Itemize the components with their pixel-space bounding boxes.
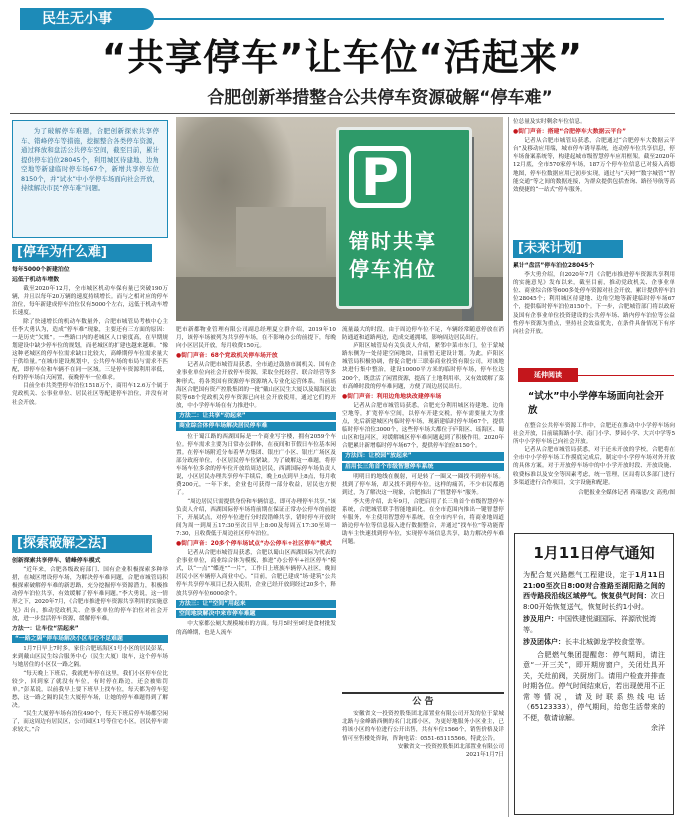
notice-title: 公 告 bbox=[412, 697, 434, 707]
column-tag-text: 民生无小事 bbox=[42, 11, 112, 27]
subtitle: 合肥创新举措整合公共停车资源破解“停车难” bbox=[207, 88, 553, 108]
col1-sub3: 创新探索共享停车、错峰停车模式 bbox=[12, 558, 101, 564]
col4-bullet: ●街门声音：搭建“合肥停车大数据云平台” bbox=[513, 129, 627, 136]
gas-group: 长丰北城御龙学校食堂等。 bbox=[565, 638, 649, 646]
gas-notice-tips: 合肥燃气集团提醒您：停气期间，请注意“一开三关”，即开期房窗户，关闭灶具开关，关灶前阀，关厨房门。请用户检查并排查时期各位。停气时间结束后，若出现使用不正常等情况，请及时联系热线电话（65123333），停气期间，给您生活带来的不便，敬请谅解。 bbox=[523, 650, 665, 722]
gas-notice-box bbox=[514, 533, 674, 815]
col2-para: 中大家都公厕大规模城市的方面。每月5时至9时是食材批发的高峰期，也是人流车 bbox=[176, 621, 336, 636]
lead-text: 为了破解停车难题，合肥创新探索共享停车、错峰停车等措施，挖掘整合各类停车资源，通过释放和盘活公共停车空间，截至目前，累计提供停车泊位28045个，利用城区待建地、边角空地等新建临时停车场67个，新增共享停车位8150个，并“试水”中小学停车场面向社会开放，持续解决市民“停车难”问题。 bbox=[21, 127, 159, 192]
gas-notice-title: 1月11日停气通知 bbox=[533, 544, 655, 562]
photo-building bbox=[236, 207, 326, 267]
col2-para: 记者从合肥市城管局获悉，合肥以蜀山区西湖国际为代表的企事业单位，商业综合体为模板，推进“办公停车+社区停车”模式，以“一点”“蝶连”“一片”，工作日上班族车辆停入社区，晚间居民小区车辆停入商业中心。“目前，合肥已建成“场·建筑”公共停车共享停车项目已投入使用，企业已经开放到经过20多个，释放共享停车位6000余个。 bbox=[176, 550, 336, 597]
col3-bar: 启用长三角首个市级智慧停车系统 bbox=[342, 463, 504, 471]
col4-para: 记者从合肥市城管局获悉，合肥通过“合肥停车大数据云平台”及移动应用端，城市停车诱导系统，连动停车位共享信息，停车场备案系统等，构建起城市级智慧停车应用框架。截至2020年12月底，全市570家停车场，187万个停车位信息已对接入高德地图，停车位数据应用已初步实现，通过与“天网”“数字城管”“智能交通”等之间的数据连接，为群众提供包括查询、路径导航等高效便捷的“一站式”停车服务。 bbox=[513, 138, 675, 193]
column-1b bbox=[12, 555, 168, 734]
sign-line-1: 错时共享 bbox=[349, 229, 437, 253]
col1-sub2: 远低于机动车增数 bbox=[12, 277, 60, 284]
parking-sign bbox=[336, 127, 472, 309]
col4-para: 位总量及实时剩余车位信息。 bbox=[513, 119, 586, 125]
extension-title: “试水”中小学停车场面向社会开放 bbox=[528, 391, 664, 416]
col1-method1: 方法一：让车位“活起来” bbox=[12, 625, 79, 632]
gas-notice-body-1c: 次日8:00开始恢复送气，恢复时长约1小时。 bbox=[523, 592, 666, 611]
extension-tag-text: 延伸阅读 bbox=[534, 371, 562, 379]
notice-signer: 安徽省文一投资控股集团北部置业有限公司 bbox=[397, 743, 504, 750]
col1-para: “每天晚上下班后，我就把车停在这里，我们小区停车位比较少，回到家了就没有车位，有时停在路边，还会被贴罚单。”彭某说，以前我早上要下班早上找车位，每天都为停车犯愁，这一路之隔的民生大厦停车场，让她的停车难题得到了解决。 bbox=[12, 670, 168, 709]
section-heading-why: [停车为什么难] bbox=[12, 244, 152, 262]
column-4-future bbox=[513, 260, 675, 336]
column-3 bbox=[342, 326, 504, 564]
sign-p-letter: P bbox=[361, 148, 400, 208]
column-1 bbox=[12, 264, 168, 407]
col3-para: 庐阳区城管局有关负责人介绍，紧邻中菜市东门，位于蒙城路东侧为一处待建空闲地块，目前暂无建设计划。为此，庐阳区城管局积极协调，督促合肥市三联泰商业投资有限公司，对该地块进行集中整治，建设10000平方米的临时停车场，停车位达200个，既盘活了闲置资源，提高了土地利用率，又有效缓解了菜市高峰时段的停车难问题，方便了周边居民出行。 bbox=[342, 343, 504, 390]
col1-sub1: 每年5000个新建泊位 bbox=[12, 267, 70, 273]
extension-para: 记者从合肥市城管局获悉，对于还未开放的学校，合肥将在全市中小学停车场工作摸底完成后，制定中小学停车场对外开放的具体方案。对于开放停车场中的中小学开放时段、开放设施、收费标准以及安全等因素考虑，统一管理，区局将以多部门进行多渠道进行合作项目，文字设施和配建。 bbox=[513, 447, 675, 486]
parking-sign-photo bbox=[176, 117, 503, 321]
notice-body: 安徽省文一投资控股集团北部置业有限公司开发的位于蒙城北路与金峰路西侧的名门北郡小区，为更好地服务小区业主，已将该小区的车位进行公开出售，共有车位1566个，销售价格及详情可至售楼处咨询，咨询电话：0551-65115566。特此公告。 bbox=[342, 711, 504, 742]
extension-tag bbox=[518, 368, 578, 382]
extension-line bbox=[578, 375, 674, 376]
future-sub: 累计“盘活”停车泊位28045个 bbox=[513, 263, 595, 269]
gas-notice-affected bbox=[523, 614, 665, 635]
col2-bar: 方法二：让共享“动起来” bbox=[176, 412, 336, 420]
column-tag bbox=[20, 8, 154, 30]
col2-para: 肥市新都物业管理有限公司副总经理夏立群介绍，2019年10月，该停车场被列为共享停车场，在不影响办公的前提下，每晚向小区居民开放，每月收费150元。 bbox=[176, 327, 336, 350]
gas-notice-body-1b: 1月11日21:00至次日8:00对合淮路至湖阳路之间的西寺路段沿线区域停气。恢复供气时间： bbox=[523, 571, 665, 600]
col3-para: 流量最大的时段。由于周边停车位不足，车辆经常随意停放在消防通道和道路两边，造成交通拥堵，影响周边居民出行。 bbox=[342, 327, 504, 342]
col2-bullet: ●街门声音：68个党政机关停车场开放 bbox=[176, 353, 278, 360]
col3-para: 李大勇介绍，去年9月，合肥启用了长三角首个市级智慧停车系统，合肥城管联手智能地面化，在全市范围内推出一键智慧停车服务，车主使用智慧停车系统，在全市内平台，将商业地周道路边停车位等信息接入进行数据整合，并通过“找车位”等功能帮助车主快速找到停车位，实现停车场信息共享，助力解决停车难问题。 bbox=[342, 498, 504, 545]
col3-para: 记者从合肥市城管局获悉，合肥充分利用城区待建地、边角空地等，扩宽停车空间，以停车开建交税，停车需要量大为重点，先后新建城区内临时停车场，现新建临时停车场67个，提供临时停车泊位3000个，这些停车场大都位于庐阳区、瑶海区、蜀山区和包河区，对缓解城区停车难问题起到了积极作用。2020年合肥累计新增临时停车场67个，提供停车泊位8150个。 bbox=[342, 402, 504, 450]
col3-bar: 方法四：让校园“放起来” bbox=[342, 452, 504, 460]
col2-bar: 商业综合体停车场解决居民停车难 bbox=[176, 422, 336, 430]
gas-group-label: 涉及团体户： bbox=[523, 638, 565, 646]
sign-line-2: 停车泊位 bbox=[349, 257, 437, 281]
col2-bullet: ●街门声音：20多个停车场试点“办公停车+社区停车”模式 bbox=[176, 540, 332, 547]
lead-box bbox=[12, 120, 168, 238]
vertical-divider bbox=[508, 117, 509, 817]
col2-para: 记者从合肥市城管局获悉，全市通过鼓励市属机关、国有企业事业单位向社会开放停车资源，采取全托经营、联合经营等多种形式，将各类国有资源停车资源纳入专业化运营体系。当前瑶海区合肥国有资产控股集团的一批“戴山区民生大厦以及蜀海区法院等68个党政机关停车资源已向社会开放使用，通过它们的开放，中小学停车场在有力推进中。 bbox=[176, 362, 336, 409]
column-4-top bbox=[513, 118, 675, 194]
divider-top bbox=[10, 113, 675, 114]
section-heading-explore: [探索破解之法] bbox=[12, 535, 152, 553]
gas-notice-signer: 余洋 bbox=[651, 724, 665, 732]
col1-para: “近年来，合肥各级政府部门、国有企业积极探索多种举措，在城区增设停车场，为解决停车难问题，合肥市城管局积极探索破解停车难的新思路，充分挖掘停车资源潜力，积极推动停车泊位共享，有效缓解了停车难问题。”李大勇说，这一情形之下，2020年7月，《合肥市推进停车资源共享利用的实施意见》出台，推动党政机关、企事业单位的停车泊位对社会开放，进一步盘活停车资源，缓解停车难。 bbox=[12, 567, 168, 622]
section-heading-future: [未来计划] bbox=[513, 240, 623, 258]
col1-para: 截至2020年12月，全市城区机动车保有量已突破190万辆，并且以每年20万辆的速度持续增长。而与之相对应的停车泊位，每年新建成停车泊位仅有5000个左右，远低于机动车增长速度。 bbox=[12, 286, 168, 317]
column-tag-line bbox=[154, 18, 664, 20]
extension-para: 在整合公共停车资源工作中，合肥还在推动中小学停车场向社会开放，目前瑞海路小学、南门小学、梦园小学、大兴中学等5所中小学停车场已向社会开放。 bbox=[513, 423, 675, 446]
gas-affected-label: 涉及用户： bbox=[523, 615, 558, 623]
col2-para: 位于蜀江路的西湖国际是一个商业写字楼，拥有2059个车位。停车需求主要为日常办公群体，在夜间和节假日车位基本闲置。在停车场附近分布着华力集团、银庄广小区、银庄广场区及部分政府单位，小区居民停车位紧缺。为了破解这一难题，将停车场车位多余的停车位开放给周边居民，西湖国际停车场负责人说，小区居民办理共享停车手续后，晚上6点到早上8点，每月收费200元，一年下来，企业也可获得一部分收益，居民也方便了。 bbox=[176, 433, 336, 497]
col2-bar: 空间地块解决中来市停车难题 bbox=[176, 610, 336, 618]
col1-para: 1月7日早上7时多，家住合肥瑶海区1号小区的居民彭某，来到戴山区民生综合服务中心（民生大厦）取车，这个停车场与她居住的小区仅一路之隔。 bbox=[12, 646, 168, 669]
col1-para: 除了快速增长的机动车数量外，合肥市城管局考核中心主任李大勇认为，造成“停车难”现象，主要还有三方面的原因：一是历史“欠账”。一些路口内的老城区人口密度高，在早期规划建设中缺少停车位的规划，而老城区的扩建也越来越难。“像这种老城区的停车位需求缺口比较大，高峰期停车位需求量大于供给量。”在城市建设规划中，公共停车场的布局与需求不匹配，即停车位和车辆不在同一区域。三是停车资源利用率低，有的停车场白天闲置，夜晚停车一位难求。 bbox=[12, 318, 168, 382]
col2-bar: 方法三：让“空间”用起来 bbox=[176, 600, 336, 608]
gas-affected: 中国铁建悦湖国际、祥源欣悦湾等。 bbox=[523, 615, 656, 634]
col2-para: “周边居民只需提供身份和车辆信息，即可办理停车共享。”该负责人介绍，西湖国际停车场将前期在保证正常办公停车的前提下，开展试点，对停车位进行分时段错峰共享，错时停车开放时间为周一到周五17:30至次日早上8:00及每周五17:30至周一7:30，且收费低于周边社区停车泊位。 bbox=[176, 498, 336, 537]
main-title: “共享停车”让车位“活起来” bbox=[101, 36, 584, 79]
notice-box bbox=[342, 692, 504, 814]
col1-bar: “一路之隔”停车场解决小区车位不足难题 bbox=[12, 635, 168, 643]
col1-para: 目前全市共类型停车泊位1518万个，商用车12.6万个属于党政机关、公事业单位、居民社区等配建停车泊位，并没有对社会开放。 bbox=[12, 383, 168, 406]
future-para: 李大勇介绍，自2020年7月《合肥市推进停车资源共享利用的实施意见》发布以来，截至目前，推动党政机关、企事业单位、商业综合体等600多处停车资源对社会开放，累计提供停车泊位28045个；利用城区待建地、边角空地等新建临时停车场67个，提供临时停车泊位8150个。下一步，合肥城管部门将以政府及国有企事业单位投资建设的公共停车场、路内停车泊位等公益性停车资源为重点，坚持社会效益优先，在条件具备情况下有序向社会开放。 bbox=[513, 272, 675, 335]
extension-body bbox=[513, 422, 675, 497]
gas-notice-group bbox=[523, 637, 665, 648]
notice-date: 2021年1月7日 bbox=[465, 752, 504, 759]
col3-para: 明明日的地线在舰射，可是转了一圈又一圈找不到停车场。找到了停车场，却又找不到停车位。这样的痛苦，不少市民都遇到过，为了解决这一现象，合肥推出了“智慧停车”服务。 bbox=[342, 474, 504, 497]
gas-notice-body-1: 为配合复兴路燃气工程建设，定于 bbox=[523, 571, 635, 579]
col1-para: “民生大厦停车场有泊位490个，每天下班后停车场都空闲了，而这周边有居民区，公司园区1号等住宅小区，居民停车需求较大。”合 bbox=[12, 711, 168, 734]
col3-bullet: ●街门声音：利用边角地块改建停车场 bbox=[342, 393, 442, 400]
extension-byline: 合肥报业全媒体记者 蒋瑞恩/文 高勇/图 bbox=[578, 489, 675, 496]
column-2 bbox=[176, 326, 336, 818]
gas-notice-body bbox=[523, 570, 665, 612]
